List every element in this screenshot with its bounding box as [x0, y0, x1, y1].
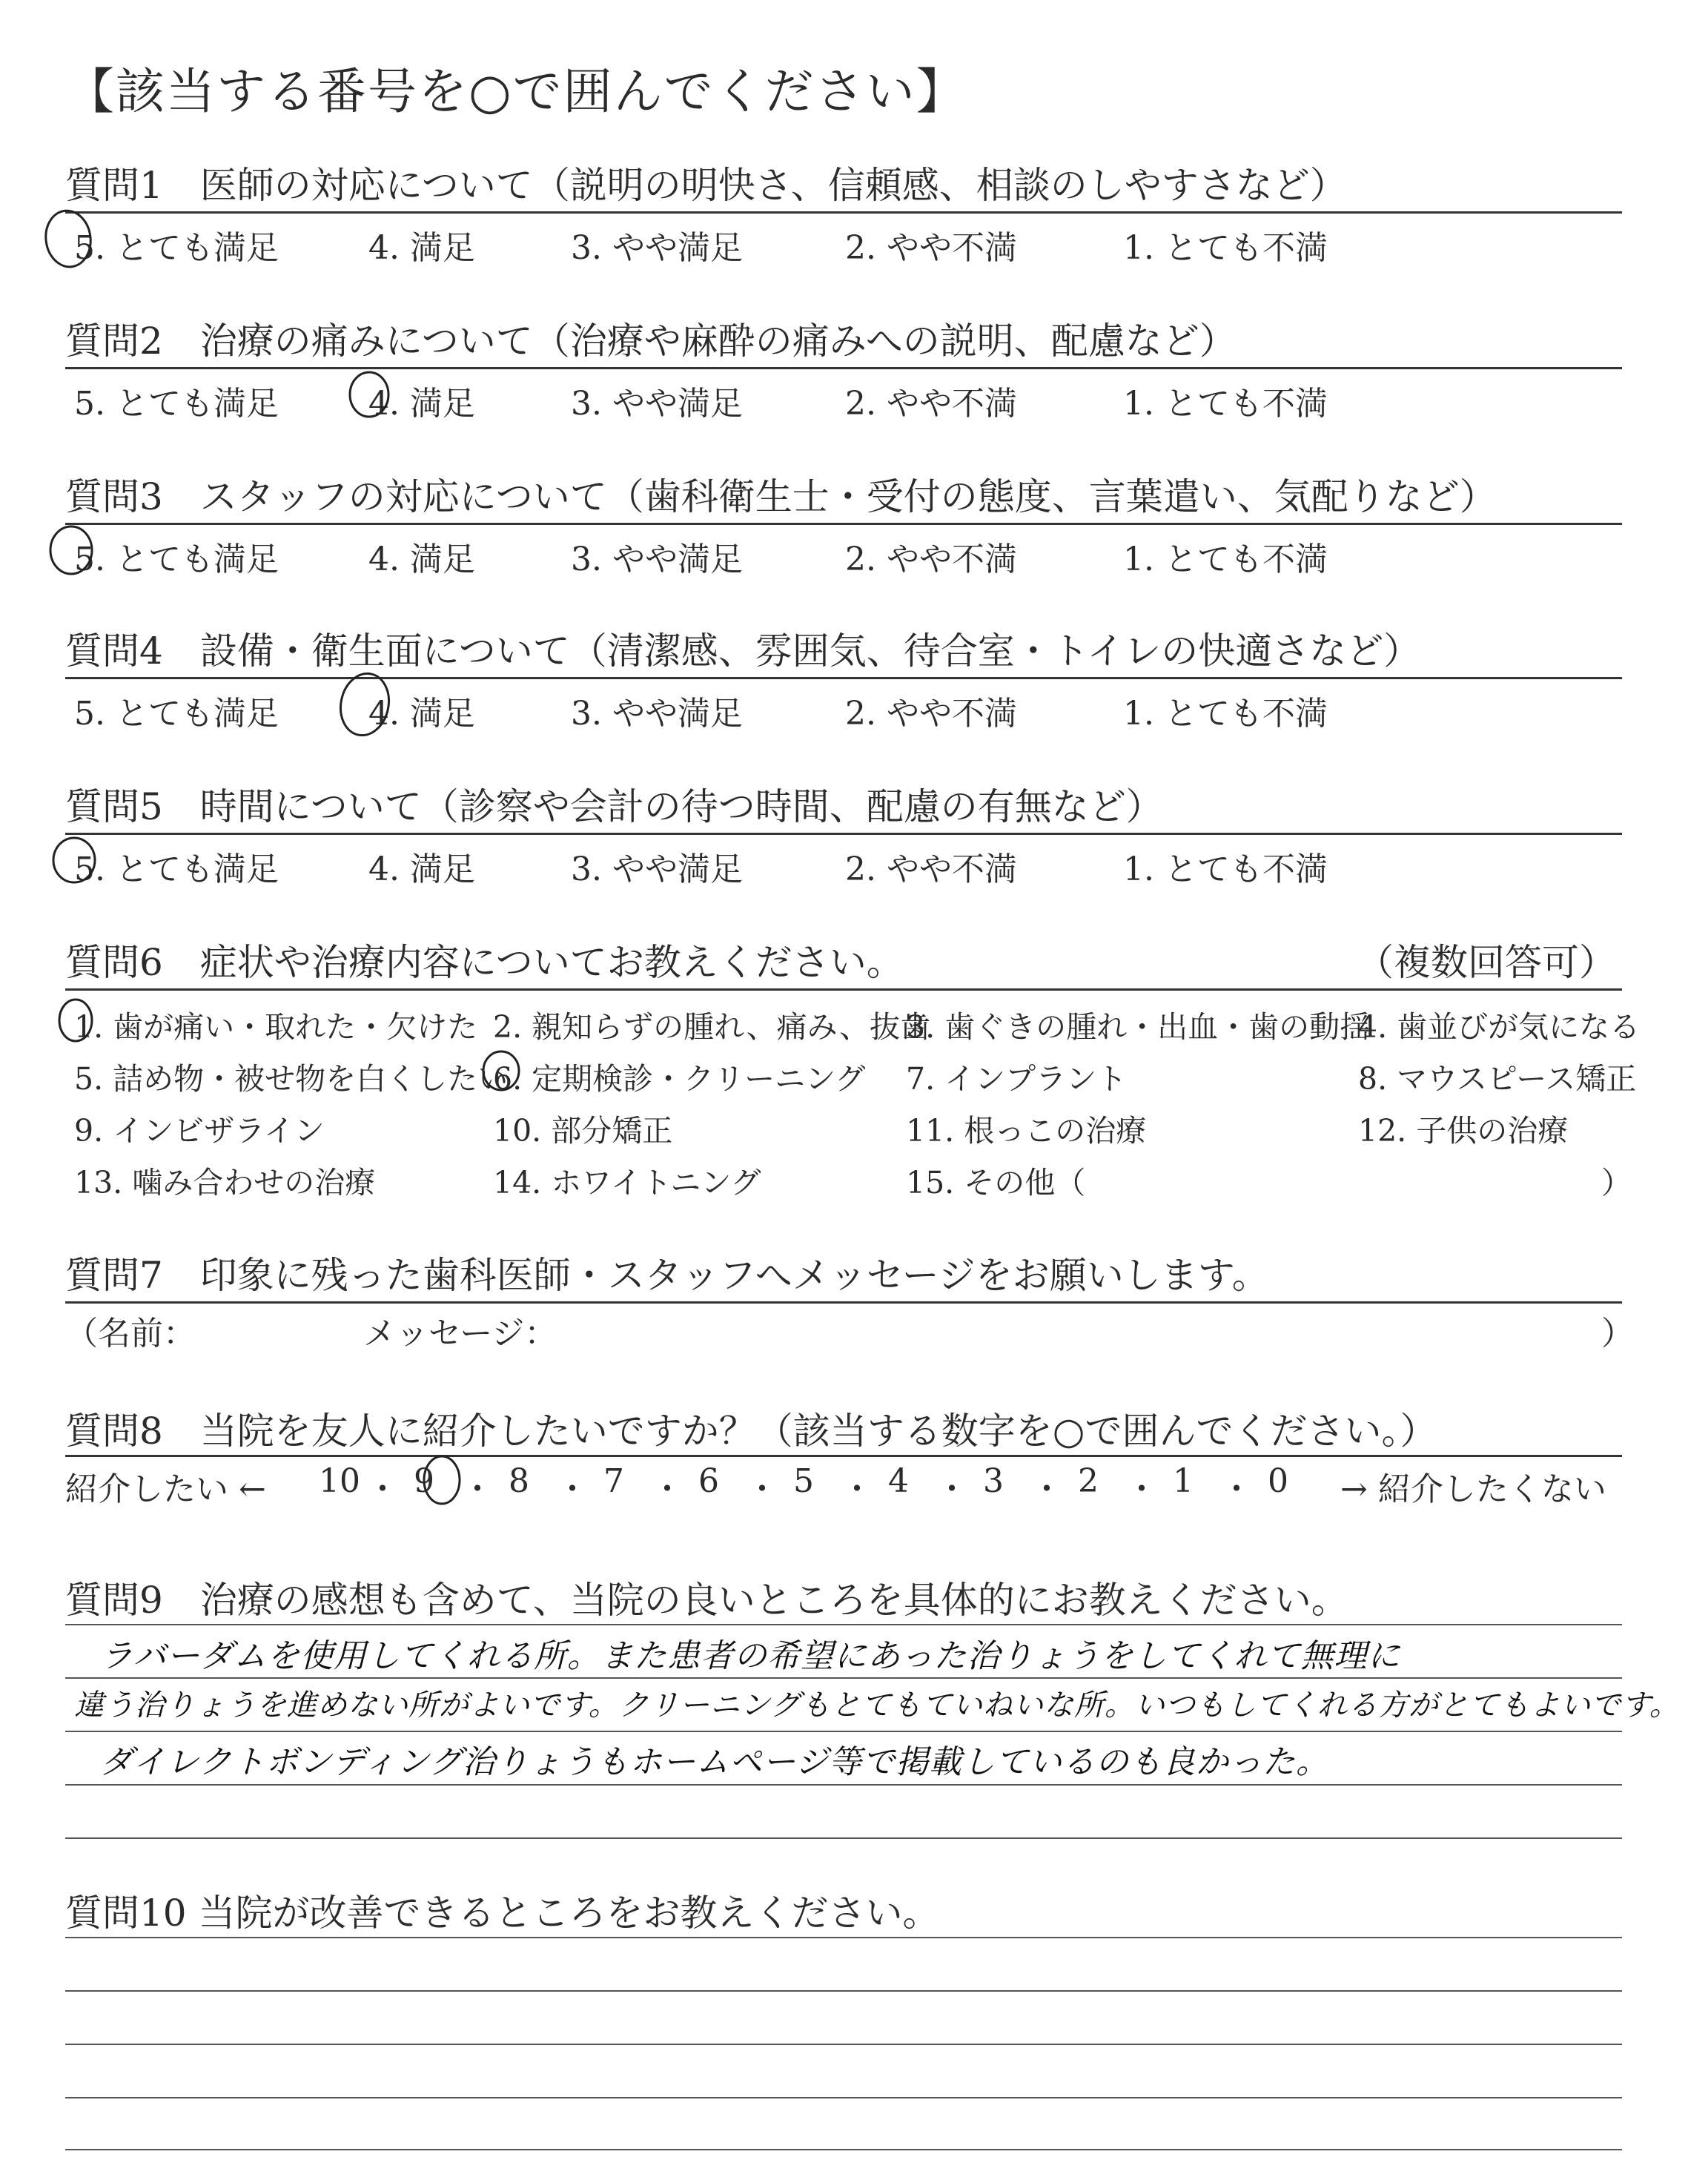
q8-scale-separator: ・: [841, 1470, 873, 1508]
q3-option-3[interactable]: 3. やや満足: [571, 541, 743, 578]
q1-title: 質問1 医師の対応について（説明の明快さ、信頼感、相談のしやすさなど）: [65, 164, 1347, 207]
q6-title: 質問6 症状や治療内容についてお教えください。: [65, 941, 904, 984]
q8-scale-separator: ・: [1125, 1470, 1158, 1508]
q1-option-3[interactable]: 3. やや満足: [571, 229, 743, 267]
q8-scale-10[interactable]: 10: [319, 1462, 360, 1500]
q4-option-2[interactable]: 2. やや不満: [845, 695, 1017, 733]
q8-title: 質問8 当院を友人に紹介したいですか？（該当する数字を○で囲んでください。）: [65, 1410, 1437, 1453]
q6-option-13[interactable]: 13. 噛み合わせの治療: [74, 1165, 376, 1200]
q8-scale-separator: ・: [1030, 1470, 1063, 1508]
q6-option-9[interactable]: 9. インビザライン: [74, 1113, 325, 1149]
q8-scale-0[interactable]: 0: [1268, 1462, 1288, 1500]
q8-scale-1[interactable]: 1: [1173, 1462, 1194, 1500]
q4-option-3[interactable]: 3. やや満足: [571, 695, 743, 733]
q2-option-4[interactable]: 4. 満足: [368, 385, 475, 423]
q6-option-8[interactable]: 8. マウスピース矯正: [1358, 1061, 1637, 1097]
q9-answer-line-1: ラバーダムを使用してくれる所。また患者の希望にあった治りょうをしてくれて無理に: [100, 1637, 1401, 1675]
q9-answer-line-2: 違う治りょうを進めない所がよいです。クリーニングもとてもていねいな所。いつもしてくれる方がとてもよいです。: [74, 1688, 1680, 1723]
q6-option-11[interactable]: 11. 根っこの治療: [906, 1113, 1147, 1149]
q6-other-close-paren: ）: [1601, 1165, 1632, 1200]
q4-option-5[interactable]: 5. とても満足: [74, 695, 279, 733]
q1-option-2[interactable]: 2. やや不満: [845, 229, 1017, 267]
q5-option-5[interactable]: 5. とても満足: [74, 851, 279, 888]
q8-scale-separator: ・: [746, 1470, 778, 1508]
q8-scale-separator: ・: [1220, 1470, 1253, 1508]
q8-scale-separator: ・: [461, 1470, 494, 1508]
q6-option-15[interactable]: 15. その他（: [906, 1165, 1086, 1200]
q2-option-1[interactable]: 1. とても不満: [1123, 385, 1328, 423]
q9-title: 質問9 治療の感想も含めて、当院の良いところを具体的にお教えください。: [65, 1579, 1348, 1622]
q4-option-1[interactable]: 1. とても不満: [1123, 695, 1328, 733]
q8-right-label: → 紹介したくない: [1340, 1470, 1606, 1508]
q6-option-14[interactable]: 14. ホワイトニング: [493, 1165, 761, 1200]
q9-rule-1: [65, 1624, 1622, 1625]
q5-option-1[interactable]: 1. とても不満: [1123, 851, 1328, 888]
q8-scale-separator: ・: [366, 1470, 399, 1508]
q4-rule: [65, 677, 1622, 679]
q8-scale-separator: ・: [936, 1470, 968, 1508]
q7-title: 質問7 印象に残った歯科医師・スタッフへメッセージをお願いします。: [65, 1254, 1269, 1297]
q1-option-1[interactable]: 1. とても不満: [1123, 229, 1328, 267]
q5-option-2[interactable]: 2. やや不満: [845, 851, 1017, 888]
q10-rule-4: [65, 2097, 1622, 2098]
q6-rule: [65, 988, 1622, 991]
q6-note: （複数回答可）: [1357, 941, 1616, 984]
q4-option-4[interactable]: 4. 満足: [368, 695, 475, 733]
q1-option-5[interactable]: 5. とても満足: [74, 229, 279, 267]
q2-option-3[interactable]: 3. やや満足: [571, 385, 743, 423]
q7-message-label: メッセージ：: [363, 1315, 557, 1353]
q6-option-3[interactable]: 3. 歯ぐきの腫れ・出血・歯の動揺: [906, 1009, 1371, 1045]
q7-close-paren: ）: [1601, 1315, 1634, 1353]
q6-option-5[interactable]: 5. 詰め物・被せ物を白くしたい: [74, 1061, 509, 1097]
q5-rule: [65, 833, 1622, 835]
q8-scale-separator: ・: [556, 1470, 589, 1508]
q8-scale-2[interactable]: 2: [1078, 1462, 1099, 1500]
q1-option-4[interactable]: 4. 満足: [368, 229, 475, 267]
q8-scale-4[interactable]: 4: [888, 1462, 909, 1500]
q1-rule: [65, 211, 1622, 214]
q3-rule: [65, 523, 1622, 525]
q8-scale-5[interactable]: 5: [793, 1462, 814, 1500]
q8-scale-3[interactable]: 3: [983, 1462, 1004, 1500]
q9-rule-3: [65, 1731, 1622, 1732]
q9-rule-5: [65, 1837, 1622, 1839]
q7-name-label: （名前：: [65, 1315, 196, 1353]
q6-option-4[interactable]: 4. 歯並びが気になる: [1358, 1009, 1641, 1045]
q3-option-2[interactable]: 2. やや不満: [845, 541, 1017, 578]
q6-option-7[interactable]: 7. インプラント: [906, 1061, 1128, 1097]
q3-option-5[interactable]: 5. とても満足: [74, 541, 279, 578]
q3-title: 質問3 スタッフの対応について（歯科衛生士・受付の態度、言葉遣い、気配りなど）: [65, 475, 1497, 518]
q2-title: 質問2 治療の痛みについて（治療や麻酔の痛みへの説明、配慮など）: [65, 320, 1237, 363]
q10-rule-3: [65, 2044, 1622, 2045]
q10-rule-1: [65, 1937, 1622, 1938]
q5-option-4[interactable]: 4. 満足: [368, 851, 475, 888]
q8-left-label: 紹介したい ←: [65, 1470, 266, 1508]
q10-title: 質問10 当院が改善できるところをお教えください。: [65, 1892, 940, 1935]
q10-rule-2: [65, 1990, 1622, 1992]
q6-option-2[interactable]: 2. 親知らずの腫れ、痛み、抜歯: [493, 1009, 931, 1045]
q2-option-2[interactable]: 2. やや不満: [845, 385, 1017, 423]
q8-scale-7[interactable]: 7: [603, 1462, 624, 1500]
q8-rule: [65, 1455, 1622, 1457]
q9-answer-line-3: ダイレクトボンディング治りょうもホームページ等で掲載しているのも良かった。: [100, 1743, 1329, 1781]
q8-scale-8[interactable]: 8: [509, 1462, 529, 1500]
q3-option-1[interactable]: 1. とても不満: [1123, 541, 1328, 578]
q9-rule-4: [65, 1784, 1622, 1786]
q4-title: 質問4 設備・衛生面について（清潔感、雰囲気、待合室・トイレの快適さなど）: [65, 630, 1421, 673]
q3-option-4[interactable]: 4. 満足: [368, 541, 475, 578]
form-header: 【該当する番号を○で囲んでください】: [65, 63, 967, 120]
q6-option-10[interactable]: 10. 部分矯正: [493, 1113, 673, 1149]
q6-option-12[interactable]: 12. 子供の治療: [1358, 1113, 1569, 1149]
q5-title: 質問5 時間について（診察や会計の待つ時間、配慮の有無など）: [65, 785, 1163, 828]
q6-option-1[interactable]: 1. 歯が痛い・取れた・欠けた: [74, 1009, 478, 1045]
q8-scale-9[interactable]: 9: [414, 1462, 434, 1500]
q7-rule: [65, 1301, 1622, 1304]
q8-scale-6[interactable]: 6: [698, 1462, 719, 1500]
q6-option-6[interactable]: 6. 定期検診・クリーニング: [493, 1061, 866, 1097]
q2-rule: [65, 367, 1622, 369]
q8-scale-separator: ・: [651, 1470, 683, 1508]
q5-option-3[interactable]: 3. やや満足: [571, 851, 743, 888]
q2-option-5[interactable]: 5. とても満足: [74, 385, 279, 423]
q9-rule-2: [65, 1677, 1622, 1679]
q10-rule-5: [65, 2149, 1622, 2150]
